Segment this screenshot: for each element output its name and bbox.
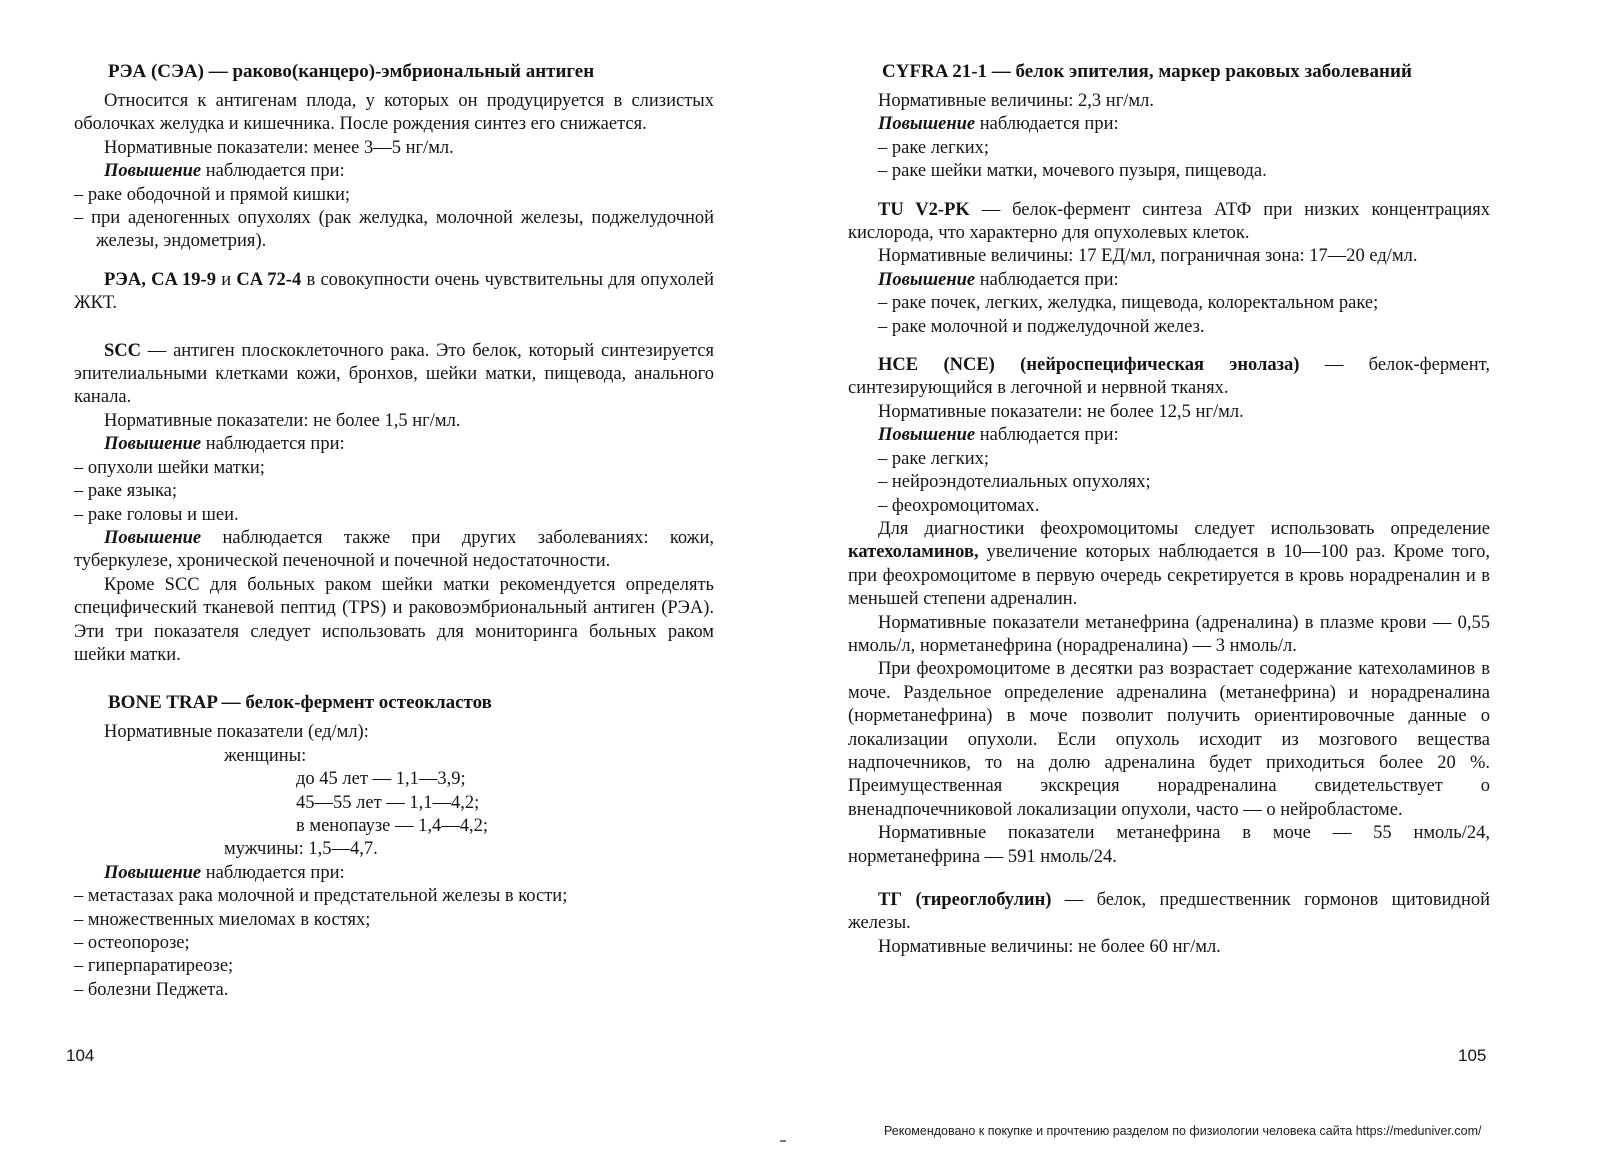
nse-norm: Нормативные показатели: не более 12,5 нг/мл. bbox=[878, 401, 1244, 422]
list-item: – раке легких; bbox=[878, 448, 1490, 471]
list-item: – раке головы и шеи. bbox=[74, 504, 714, 527]
tu-list bbox=[848, 292, 1490, 339]
nse-paragraph-3: При феохромоцитоме в десятки раз возрастает содержание катехоламинов в моче. Раздельное определение адреналина (метанефрина) и норадреналина (норметанефрина) в моче позволит получить ориентировочные данные о локализации опухоли. Если опухоль исходит из мозгового вещества надпочечников, то на долю адреналина будет приходиться более 20 %. Преимущественная экскреция норадреналина свидетельствует о вненадпочечниковой локализации опухоли, часто — о нейробластоме. bbox=[848, 659, 1490, 820]
list-item: – раке легких; bbox=[878, 137, 1490, 160]
list-item: – раке ободочной и прямой кишки; bbox=[74, 184, 714, 207]
scc-rise-label: Повышение наблюдается при: bbox=[104, 434, 345, 455]
bone-women: женщины: bbox=[224, 745, 307, 766]
list-item: – раке языка; bbox=[74, 480, 714, 503]
nse-list bbox=[848, 448, 1490, 518]
section-scc bbox=[74, 340, 714, 668]
list-item: – раке почек, легких, желудка, пищевода, колоректальном раке; bbox=[878, 292, 1490, 315]
bone-list bbox=[74, 885, 714, 1002]
scc-extra: Кроме SCC для больных раком шейки матки рекомендуется определять специфический тканевой пептид (TPS) и раковоэмбриональный антиген (РЭА). Эти три показателя следует использовать для мониторинга больных раком шейки матки. bbox=[74, 574, 714, 665]
rea-heading: РЭА (СЭА) — раково(канцеро)-эмбриональный антиген bbox=[108, 61, 595, 82]
bone-norms bbox=[74, 721, 714, 861]
bone-men: мужчины: 1,5—4,7. bbox=[224, 839, 378, 860]
rea-list bbox=[74, 184, 714, 254]
right-column bbox=[848, 60, 1490, 974]
rea-paragraph: Относится к антигенам плода, у которых он продуцируется в слизистых оболочках желудка и кишечника. После рождения синтез его снижается. bbox=[74, 91, 714, 135]
tg-intro: ТГ (тиреоглобулин) — белок, предшественник гормонов щитовидной железы. bbox=[848, 890, 1490, 934]
scc-norm: Нормативные показатели: не более 1,5 нг/мл. bbox=[104, 410, 461, 431]
list-item: – множественных миеломах в костях; bbox=[74, 909, 714, 932]
cyfra-norm: Нормативные величины: 2,3 нг/мл. bbox=[878, 91, 1154, 111]
tg-norm: Нормативные величины: не более 60 нг/мл. bbox=[878, 936, 1221, 957]
bone-norm-head: Нормативные показатели (ед/мл): bbox=[104, 722, 369, 743]
scc-list bbox=[74, 457, 714, 527]
cyfra-rise-label: Повышение наблюдается при: bbox=[878, 114, 1119, 135]
page-number-left: 104 bbox=[66, 1046, 95, 1065]
nse-paragraph-4: Нормативные показатели метанефрина в моче — 55 нмоль/24, норметанефрина — 591 нмоль/24. bbox=[848, 823, 1490, 867]
spine-mark bbox=[780, 1140, 786, 1142]
list-item: – болезни Педжета. bbox=[74, 979, 714, 1002]
footer-recommendation: Рекомендовано к покупке и прочтению разделом по физиологии человека сайта https://meduniver.com/ bbox=[884, 1124, 1482, 1138]
left-column bbox=[74, 60, 714, 1017]
nse-intro: НСЕ (NCE) (нейроспецифическая энолаза) — белок-фермент, синтезирующийся в легочной и нервной тканях. bbox=[848, 355, 1490, 399]
list-item: – нейроэндотелиальных опухолях; bbox=[878, 471, 1490, 494]
left-page bbox=[0, 0, 800, 1175]
list-item: – при аденогенных опухолях (рак желудка, молочной железы, поджелудочной железы, эндометрия). bbox=[74, 207, 714, 254]
tu-rise-label: Повышение наблюдается при: bbox=[878, 269, 1119, 290]
list-item: – раке молочной и поджелудочной желез. bbox=[878, 316, 1490, 339]
rea-norm: Нормативные показатели: менее 3—5 нг/мл. bbox=[104, 137, 454, 158]
cyfra-list bbox=[848, 137, 1490, 184]
tu-norm: Нормативные величины: 17 ЕД/мл, пограничная зона: 17—20 ед/мл. bbox=[878, 246, 1418, 267]
list-item: – феохромоцитомах. bbox=[878, 495, 1490, 518]
list-item: – раке шейки матки, мочевого пузыря, пищевода. bbox=[878, 160, 1490, 183]
tu-intro: TU V2-PK — белок-фермент синтеза АТФ при низких концентрациях кислорода, что характерно для опухолевых клеток. bbox=[848, 199, 1490, 244]
section-rea bbox=[74, 60, 714, 254]
list-item: – опухоли шейки матки; bbox=[74, 457, 714, 480]
bone-age-row: в менопаузе — 1,4—4,2; bbox=[296, 815, 489, 836]
section-tu bbox=[848, 199, 1490, 339]
bone-age-row: до 45 лет — 1,1—3,9; bbox=[296, 769, 466, 790]
combo-paragraph: РЭА, CA 19-9 и CA 72-4 в совокупности очень чувствительны для опухолей ЖКТ. bbox=[74, 269, 714, 314]
cyfra-heading: CYFRA 21-1 — белок эпителия, маркер раковых заболеваний bbox=[882, 61, 1412, 82]
list-item: – метастазах рака молочной и предстательной железы в кости; bbox=[74, 885, 714, 908]
section-combo bbox=[74, 269, 714, 316]
section-tg bbox=[848, 889, 1490, 959]
nse-rise-label: Повышение наблюдается при: bbox=[878, 425, 1119, 446]
bone-rise-label: Повышение наблюдается при: bbox=[104, 862, 345, 883]
list-item: – гиперпаратиреозе; bbox=[74, 955, 714, 978]
section-cyfra bbox=[848, 60, 1490, 184]
scc-intro: SCC — антиген плоскоклеточного рака. Это белок, который синтезируется эпителиальными клетками кожи, бронхов, шейки матки, пищевода, анального канала. bbox=[74, 340, 714, 408]
list-item: – остеопорозе; bbox=[74, 932, 714, 955]
section-bone-trap bbox=[74, 691, 714, 1002]
bone-heading: BONE TRAP — белок-фермент остеокластов bbox=[108, 692, 492, 714]
nse-paragraph-2: Нормативные показатели метанефрина (адреналина) в плазме крови — 0,55 нмоль/л, норметанефрина (норадреналина) — 3 нмоль/л. bbox=[848, 612, 1490, 656]
page-number-right: 105 bbox=[1458, 1046, 1487, 1065]
section-nse bbox=[848, 354, 1490, 869]
nse-paragraph-1: Для диагностики феохромоцитомы следует использовать определение катехоламинов, увеличение которых наблюдается в 10—100 раз. Кроме того, при феохромоцитоме в первую очередь секретируется в кровь норадреналин и в меньшей степени адреналин. bbox=[848, 518, 1490, 610]
rea-rise-label: Повышение наблюдается при: bbox=[104, 161, 345, 182]
scc-also: Повышение наблюдается также при других заболеваниях: кожи, туберкулезе, хронической печеночной и почечной недостаточности. bbox=[74, 527, 714, 572]
bone-age-row: 45—55 лет — 1,1—4,2; bbox=[296, 792, 480, 813]
